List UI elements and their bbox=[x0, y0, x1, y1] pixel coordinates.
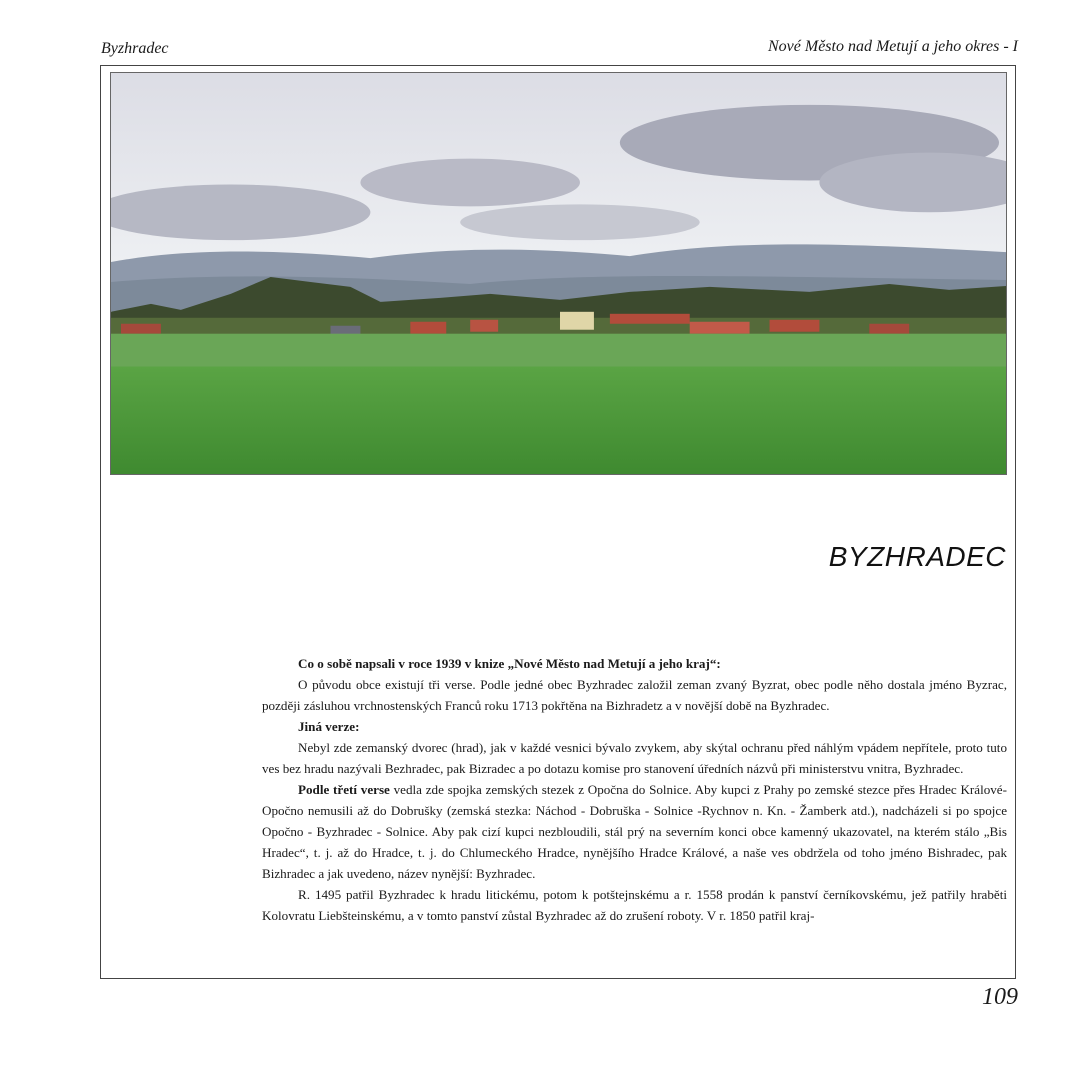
paragraph-text: Nebyl zde zemanský dvorec (hrad), jak v každé vesnici bývalo zvykem, aby skýtal ochranu před náhlým vpádem nepřítele, proto tuto ves bez hradu nazývali Bezhradec, pak Bizradec a po dotazu komise pro stanovení úředních názvů při ministerstvu vnitra, Byzhradec. bbox=[262, 740, 1007, 776]
paragraph-text: O původu obce existují tři verse. Podle jedné obec Byzhradec založil zeman zvaný Byzrat, obec podle něho dostala jméno Byzrac, později zásluhou vrchnostenských Franců roku 1713 pokřtěna na Bizhradetz a v novější době na Byzhradec. bbox=[262, 677, 1007, 713]
article-body bbox=[262, 653, 1007, 926]
paragraph-text: vedla zde spojka zemských stezek z Opočna do Solnice. Aby kupci z Prahy po zemské stezce přes Hradec Králové-Opočno nemusili až do Dobrušky (zemská stezka: Náchod - Dobruška - Solnice -Rychnov n. Kn. - Žamberk atd.), nadcházeli si po spojce Opočno - Byzhradec - Solnice. Aby pak cizí kupci nezbloudili, stál prý na severním konci obce kamenný ukazovatel, na kterém stálo „Bis Hradec“, t. j. až do Hradce, t. j. do Chlumeckého Hradce, nynějšího Hradce Králové, a naše ves obdržela od toho jméno Bishradec, pak Bizhradec a jak uvedeno, název nynější: Byzhradec. bbox=[262, 782, 1007, 881]
paragraph bbox=[262, 779, 1007, 884]
paragraph bbox=[262, 737, 1007, 779]
running-head-left: Byzhradec bbox=[101, 40, 169, 57]
bold-lead: Co o sobě napsali v roce 1939 v knize „Nové Město nad Metují a jeho kraj“: bbox=[298, 656, 721, 671]
bold-lead: Jiná verze: bbox=[298, 719, 360, 734]
page-number: 109 bbox=[982, 984, 1018, 1010]
paragraph-text: R. 1495 patřil Byzhradec k hradu litickému, potom k potštejnskému a r. 1558 prodán k panství černíkovskému, jež patřily hraběti Kolovratu Liebšteinskému, a v tomto panství zůstal Byzhradec až do zrušení roboty. V r. 1850 patřil kraj- bbox=[262, 887, 1007, 923]
bold-lead: Podle třetí verse bbox=[298, 782, 390, 797]
paragraph bbox=[262, 653, 1007, 674]
paragraph bbox=[262, 716, 1007, 737]
paragraph bbox=[262, 884, 1007, 926]
paragraph bbox=[262, 674, 1007, 716]
running-head-right: Nové Město nad Metují a jeho okres - I bbox=[767, 38, 1018, 55]
landscape-photo-icon bbox=[110, 72, 1007, 475]
article-heading: BYZHRADEC bbox=[828, 541, 1006, 572]
